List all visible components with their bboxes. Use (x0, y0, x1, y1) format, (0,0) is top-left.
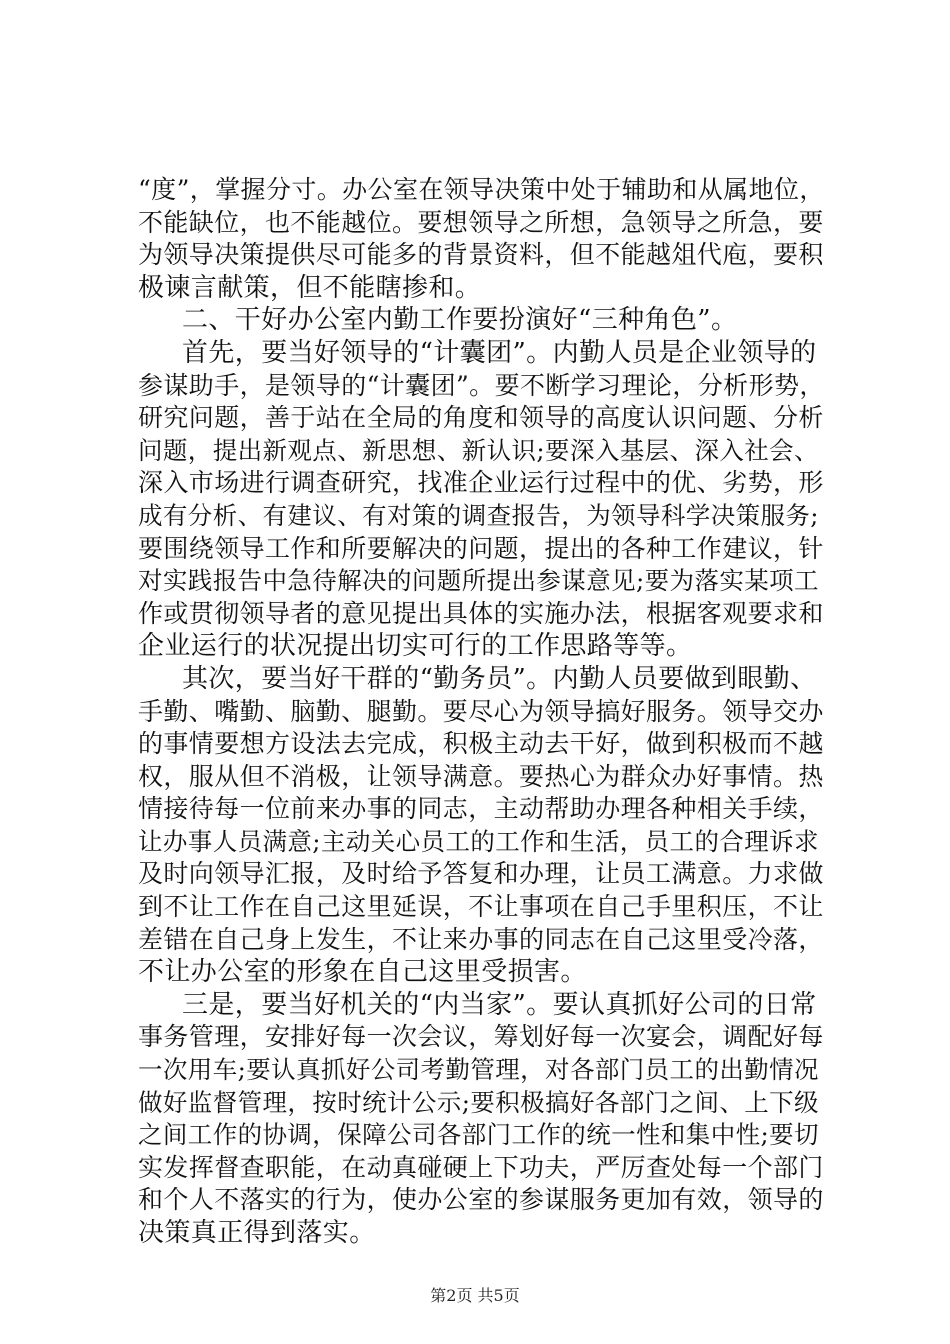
text-line: 决策真正得到落实。 (138, 1218, 376, 1248)
text-line: 到不让工作在自己这里延误，不让事项在自己手里积压，不让 (138, 892, 824, 922)
text-line: 深入市场进行调查研究，找准企业运行过程中的优、劣势，形 (138, 468, 824, 498)
text-line: 不让办公室的形象在自己这里受损害。 (138, 957, 587, 988)
text-line: 做好监督管理，按时统计公示;要积极搞好各部门之间、上下级 (138, 1087, 819, 1117)
text-line: “度”，掌握分寸。办公室在领导决策中处于辅助和从属地位， (138, 175, 825, 204)
text-line: 三是，要当好机关的“内当家”。要认真抓好公司的日常 (182, 989, 817, 1020)
text-line: 为领导决策提供尽可能多的背景资料，但不能越俎代庖，要积 (138, 240, 824, 270)
page-number-footer: 第2页 共5页 (430, 1286, 520, 1305)
text-line: 其次，要当好干群的“勤务员”。内勤人员要做到眼勤、 (182, 663, 817, 694)
document-body (138, 174, 826, 1250)
text-line: 研究问题，善于站在全局的角度和领导的高度认识问题、分析 (138, 403, 824, 433)
text-line: 对实践报告中急待解决的问题所提出参谋意见;要为落实某项工 (138, 566, 819, 596)
text-line: 让办事人员满意;主动关心员工的工作和生活，员工的合理诉求 (138, 826, 819, 856)
text-line: 成有分析、有建议、有对策的调查报告，为领导科学决策服务; (138, 500, 819, 530)
text-line: 事务管理，安排好每一次会议，筹划好每一次宴会，调配好每 (138, 1022, 824, 1052)
text-line: 实发挥督查职能，在动真碰硬上下功夫，严厉查处每一个部门 (138, 1152, 824, 1182)
text-line: 参谋助手，是领导的“计囊团”。要不断学习理论，分析形势， (138, 370, 825, 400)
text-line: 企业运行的状况提出切实可行的工作思路等等。 (138, 631, 693, 662)
text-line: 的事情要想方设法去完成，积极主动去干好，做到积极而不越 (138, 729, 824, 759)
text-line: 及时向领导汇报，及时给予答复和办理，让员工满意。力求做 (138, 859, 824, 889)
text-line: 一次用车;要认真抓好公司考勤管理，对各部门员工的出勤情况 (138, 1055, 819, 1085)
text-line: 情接待每一位前来办事的同志，主动帮助办理各种相关手续， (138, 794, 824, 824)
text-line: 差错在自己身上发生，不让来办事的同志在自己这里受冷落， (138, 924, 824, 954)
text-line: 要围绕领导工作和所要解决的问题，提出的各种工作建议，针 (138, 533, 824, 563)
text-line: 极谏言献策，但不能瞎掺和。 (138, 272, 482, 303)
text-line: 问题，提出新观点、新思想、新认识;要深入基层、深入社会、 (138, 435, 819, 465)
text-line: 作或贯彻领导者的意见提出具体的实施办法，根据客观要求和 (138, 598, 824, 628)
text-line: 手勤、嘴勤、脑勤、腿勤。要尽心为领导搞好服务。领导交办 (138, 696, 824, 726)
text-line: 二、干好办公室内勤工作要扮演好“三种角色”。 (182, 305, 738, 336)
text-line: 权，服从但不消极，让领导满意。要热心为群众办好事情。热 (138, 761, 824, 791)
text-line: 之间工作的协调，保障公司各部门工作的统一性和集中性;要切 (138, 1120, 819, 1150)
text-line: 不能缺位，也不能越位。要想领导之所想，急领导之所急，要 (138, 207, 824, 237)
text-line: 首先，要当好领导的“计囊团”。内勤人员是企业领导的 (182, 337, 817, 368)
text-line: 和个人不落实的行为，使办公室的参谋服务更加有效，领导的 (138, 1185, 824, 1215)
